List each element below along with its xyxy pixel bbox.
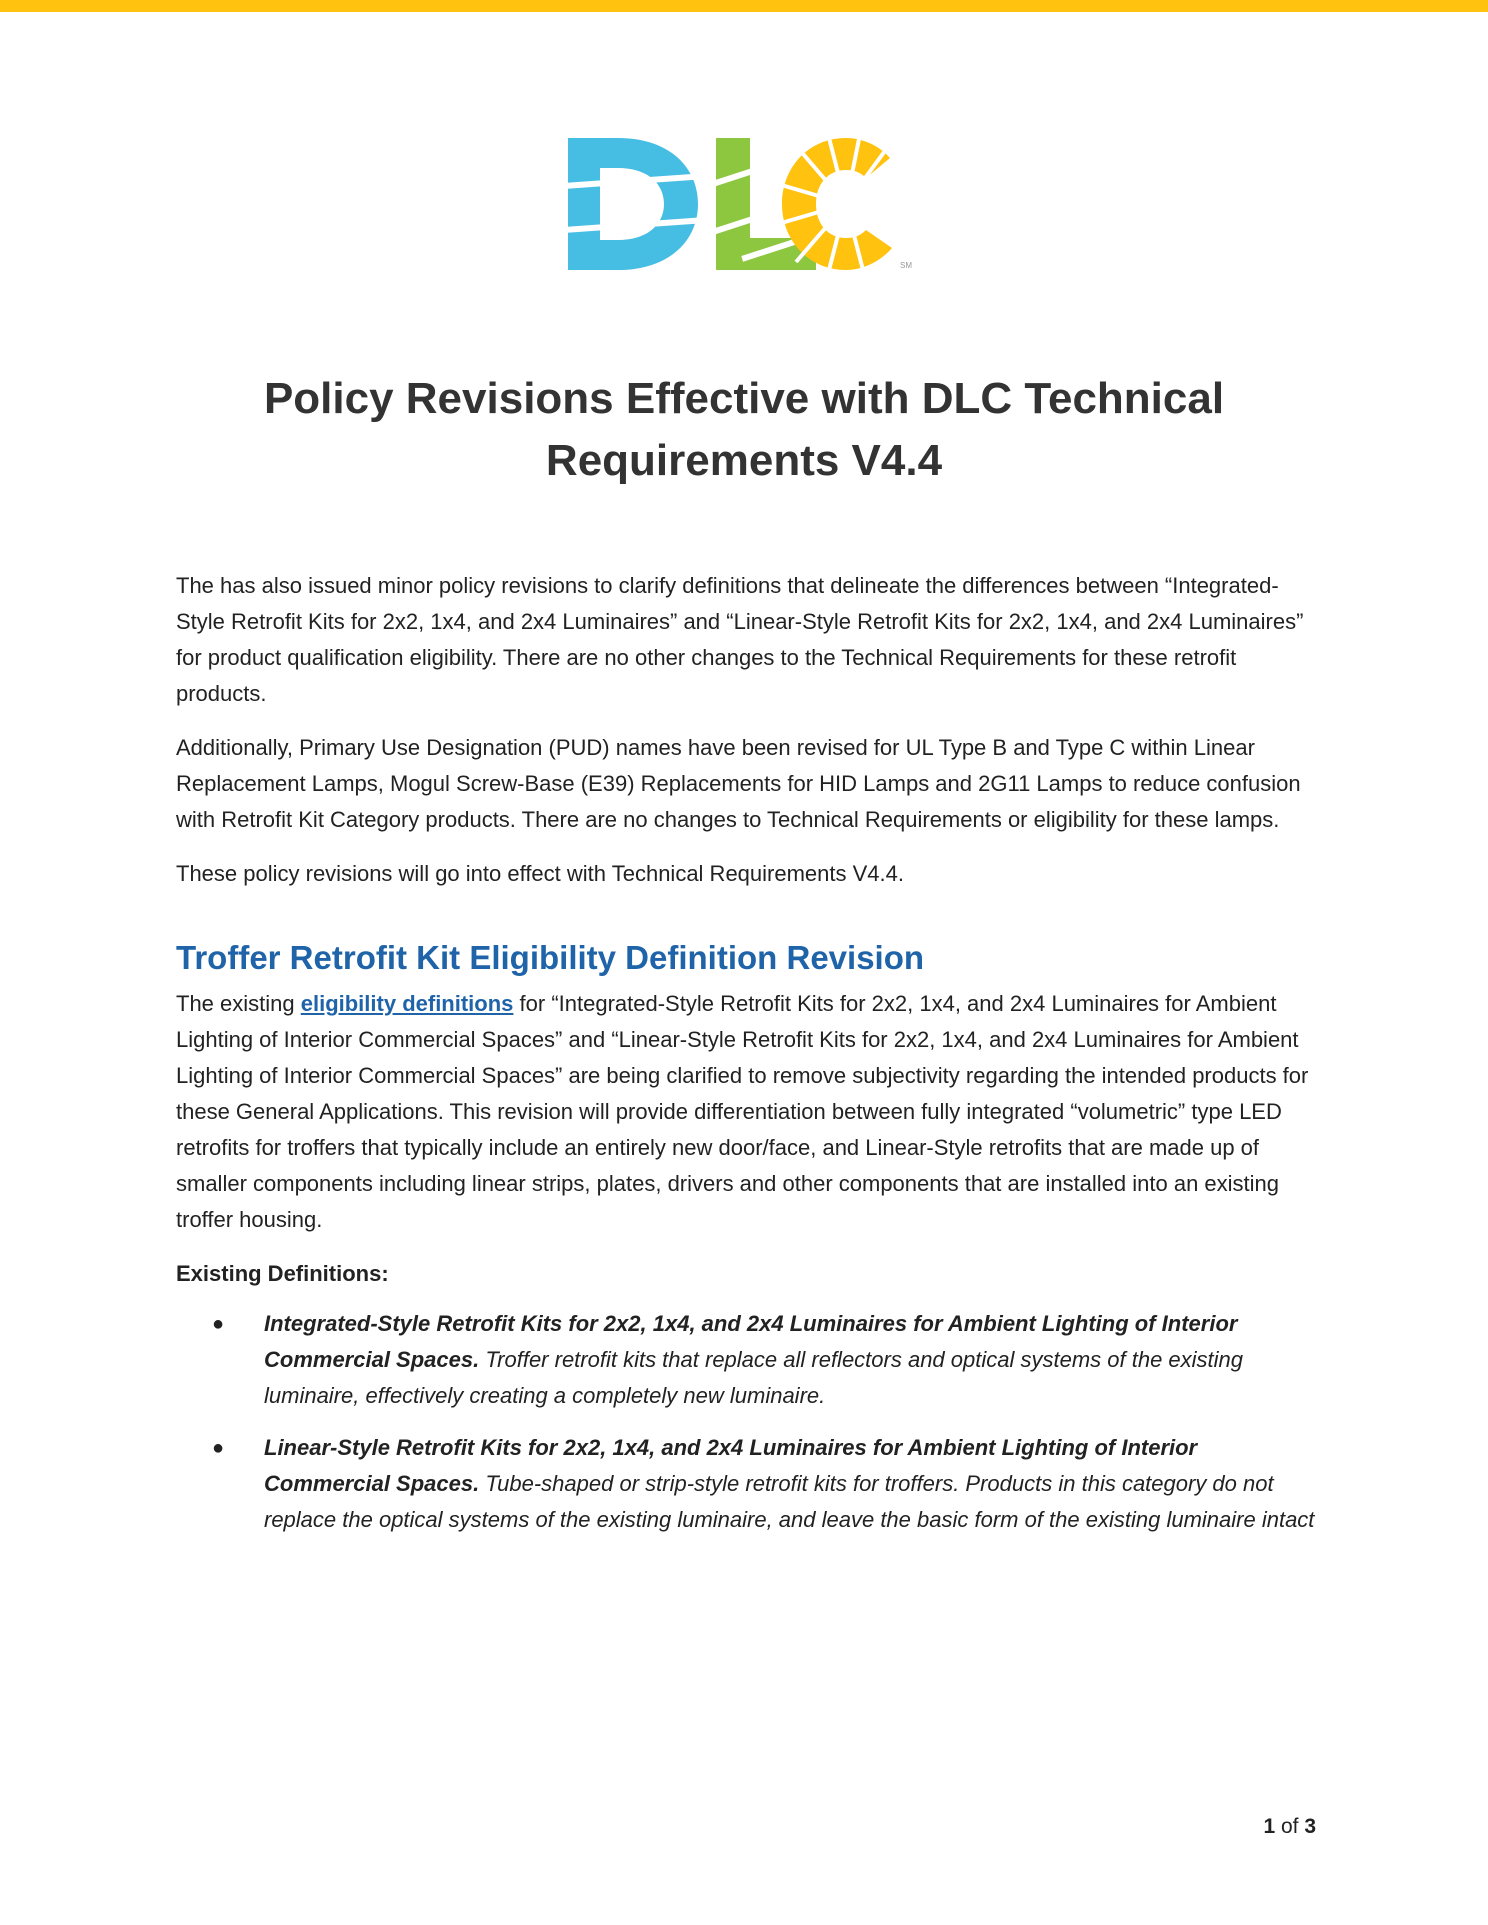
definitions-list [176, 1306, 1316, 1538]
definition-item [176, 1430, 1316, 1538]
page-separator: of [1275, 1815, 1305, 1838]
definition-text: Tube-shaped or strip-style retrofit kits for troffers. Products in this category do not replace the optical systems of the existing luminaire, and leave the basic form of the existing luminaire intact [264, 1471, 1315, 1532]
intro-paragraph-1: The has also issued minor policy revisions to clarify definitions that delineate the differences between “Integrated-Style Retrofit Kits for 2x2, 1x4, and 2x4 Luminaires” and “Linear-Style Retrofit Kits for 2x2, 1x4, and 2x4 Luminaires” for product qualification eligibility. There are no other changes to the Technical Requirements for these retrofit products. [176, 573, 1304, 706]
definition-term: Linear-Style Retrofit Kits for 2x2, 1x4, and 2x4 Luminaires for Ambient Lighting of Interior Commercial Spaces. [264, 1435, 1198, 1496]
dlc-logo [560, 134, 930, 274]
page-number [1263, 1812, 1316, 1842]
intro-paragraph-2: Additionally, Primary Use Designation (PUD) names have been revised for UL Type B and Type C within Linear Replacement Lamps, Mogul Screw-Base (E39) Replacements for HID Lamps and 2G11 Lamps to reduce confusion with Retrofit Kit Category products. There are no changes to Technical Requirements or eligibility for these lamps. [176, 735, 1301, 832]
definition-term: Integrated-Style Retrofit Kits for 2x2, 1x4, and 2x4 Luminaires for Ambient Lighting of Interior Commercial Spaces. [264, 1311, 1238, 1372]
definition-text: Troffer retrofit kits that replace all reflectors and optical systems of the existing luminaire, effectively creating a completely new luminaire. [264, 1347, 1244, 1408]
bullet-icon: ● [212, 1313, 225, 1335]
section-paragraph-rest: for “Integrated-Style Retrofit Kits for 2x2, 1x4, and 2x4 Luminaires for Ambient Lighting of Interior Commercial Spaces” and “Linear-Style Retrofit Kits for 2x2, 1x4, and 2x4 Luminaires for Ambient Lighting of Interior Commercial Spaces” are being clarified to remove subjectivity regarding the intended products for these General Applications. This revision will provide differentiation between fully integrated “volumetric” type LED retrofits for troffers that typically include an entirely new door/face, and Linear-Style retrofits that are made up of smaller components including linear strips, plates, drivers and other components that are installed into an existing troffer housing. [176, 991, 1309, 1232]
section-paragraph [176, 986, 1316, 1238]
definition-item [176, 1306, 1316, 1414]
existing-definitions-label: Existing Definitions: [176, 1261, 389, 1286]
page-total: 3 [1304, 1815, 1316, 1838]
intro-paragraph-3: These policy revisions will go into effect with Technical Requirements V4.4. [176, 861, 904, 886]
bullet-icon: ● [212, 1437, 225, 1459]
page-title: Policy Revisions Effective with DLC Technical Requirements V4.4 [263, 374, 1225, 485]
page-current: 1 [1263, 1815, 1276, 1838]
accent-bar [0, 0, 1488, 12]
eligibility-definitions-link[interactable]: eligibility definitions [300, 991, 514, 1016]
section-paragraph-lead: The existing [176, 991, 301, 1016]
section-heading: Troffer Retrofit Kit Eligibility Definition Revision [176, 939, 925, 976]
document-body [176, 568, 1316, 1554]
svg-text:SM: SM [900, 261, 912, 270]
